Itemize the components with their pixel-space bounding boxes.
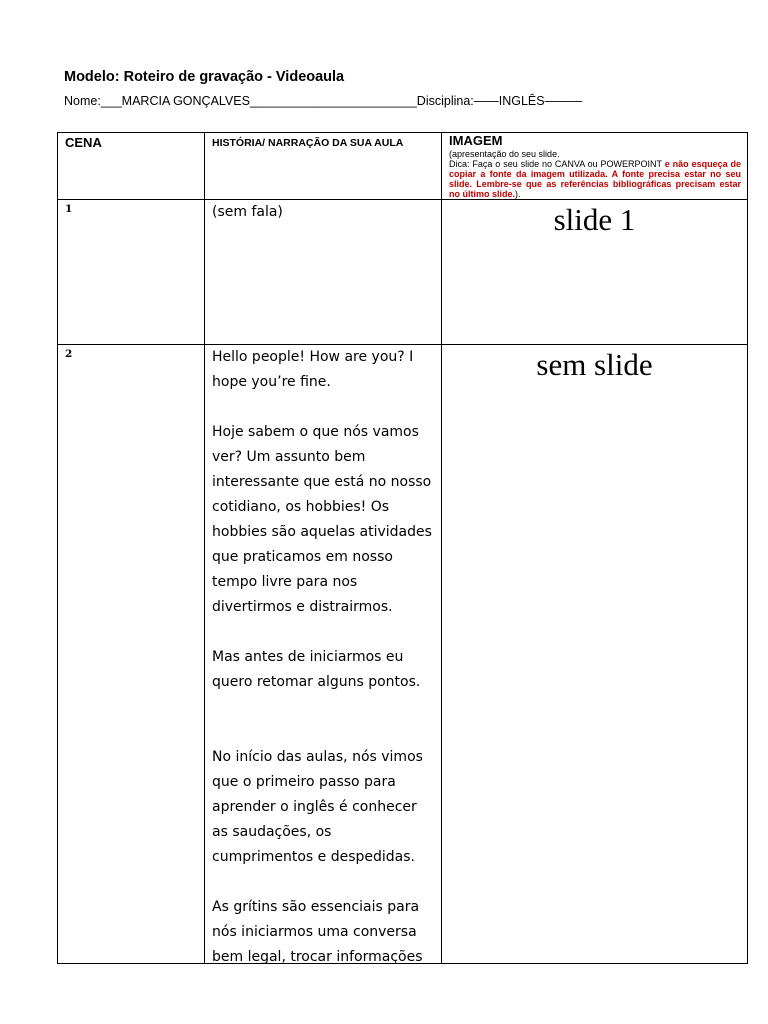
- narration-cell: [205, 345, 442, 964]
- script-table: [57, 132, 748, 964]
- image-cell: [442, 200, 748, 345]
- header-cena: CENA: [65, 135, 102, 150]
- header-imagem-cell: [442, 133, 748, 200]
- slide-label: sem slide: [536, 347, 653, 382]
- scene-number-cell: [58, 345, 205, 964]
- table-row: [58, 345, 748, 964]
- header-historia-cell: [205, 133, 442, 200]
- imagem-note-tip: Dica: Faça o seu slide no CANVA ou POWERPOINT: [449, 159, 665, 169]
- narration-text: Hello people! How are you? I hope you’re fine. Hoje sabem o que nós vamos ver? Um assunto bem interessante que está no nosso cotidiano, os hobbies! Os hobbies são aquelas atividades que praticamos em nosso tempo livre para nos divertirmos e distrairmos. Mas antes de iniciarmos eu quero retomar alguns pontos. No início das aulas, nós vimos que o primeiro passo para aprender o inglês é conhecer as saudações, os cumprimentos e despedidas. As grítins são essenciais para nós iniciarmos uma conversa bem legal, trocar informações: [212, 349, 432, 963]
- image-cell: [442, 345, 748, 964]
- scene-number: 2: [65, 348, 73, 360]
- table-row: [58, 200, 748, 345]
- narration-text: (sem fala): [212, 204, 283, 220]
- scene-number: 1: [65, 203, 73, 215]
- imagem-note-line-1: (apresentação do seu slide.: [449, 149, 560, 159]
- imagem-note-warning: e não esqueça de copiar a fonte da imagem utilizada. A fonte precisa estar no seu slide. Lembre-se que as referências bibliográficas precisam estar no último slide.: [449, 159, 741, 199]
- header-imagem: IMAGEM: [449, 133, 503, 148]
- scene-number-cell: [58, 200, 205, 345]
- narration-cell: [205, 200, 442, 345]
- header-historia: HISTÓRIA/ NARRAÇÃO DA SUA AULA: [212, 137, 404, 149]
- imagem-instructions: [442, 148, 747, 199]
- document-title: Modelo: Roteiro de gravação - Videoaula: [64, 69, 345, 85]
- table-header-row: [58, 133, 748, 200]
- header-cena-cell: [58, 133, 205, 200]
- slide-label: slide 1: [553, 202, 636, 237]
- imagem-note-end: ).: [515, 189, 521, 199]
- name-discipline-line: Nome:___MARCIA GONÇALVES________________________Disciplina:——INGLÊS———: [64, 94, 583, 108]
